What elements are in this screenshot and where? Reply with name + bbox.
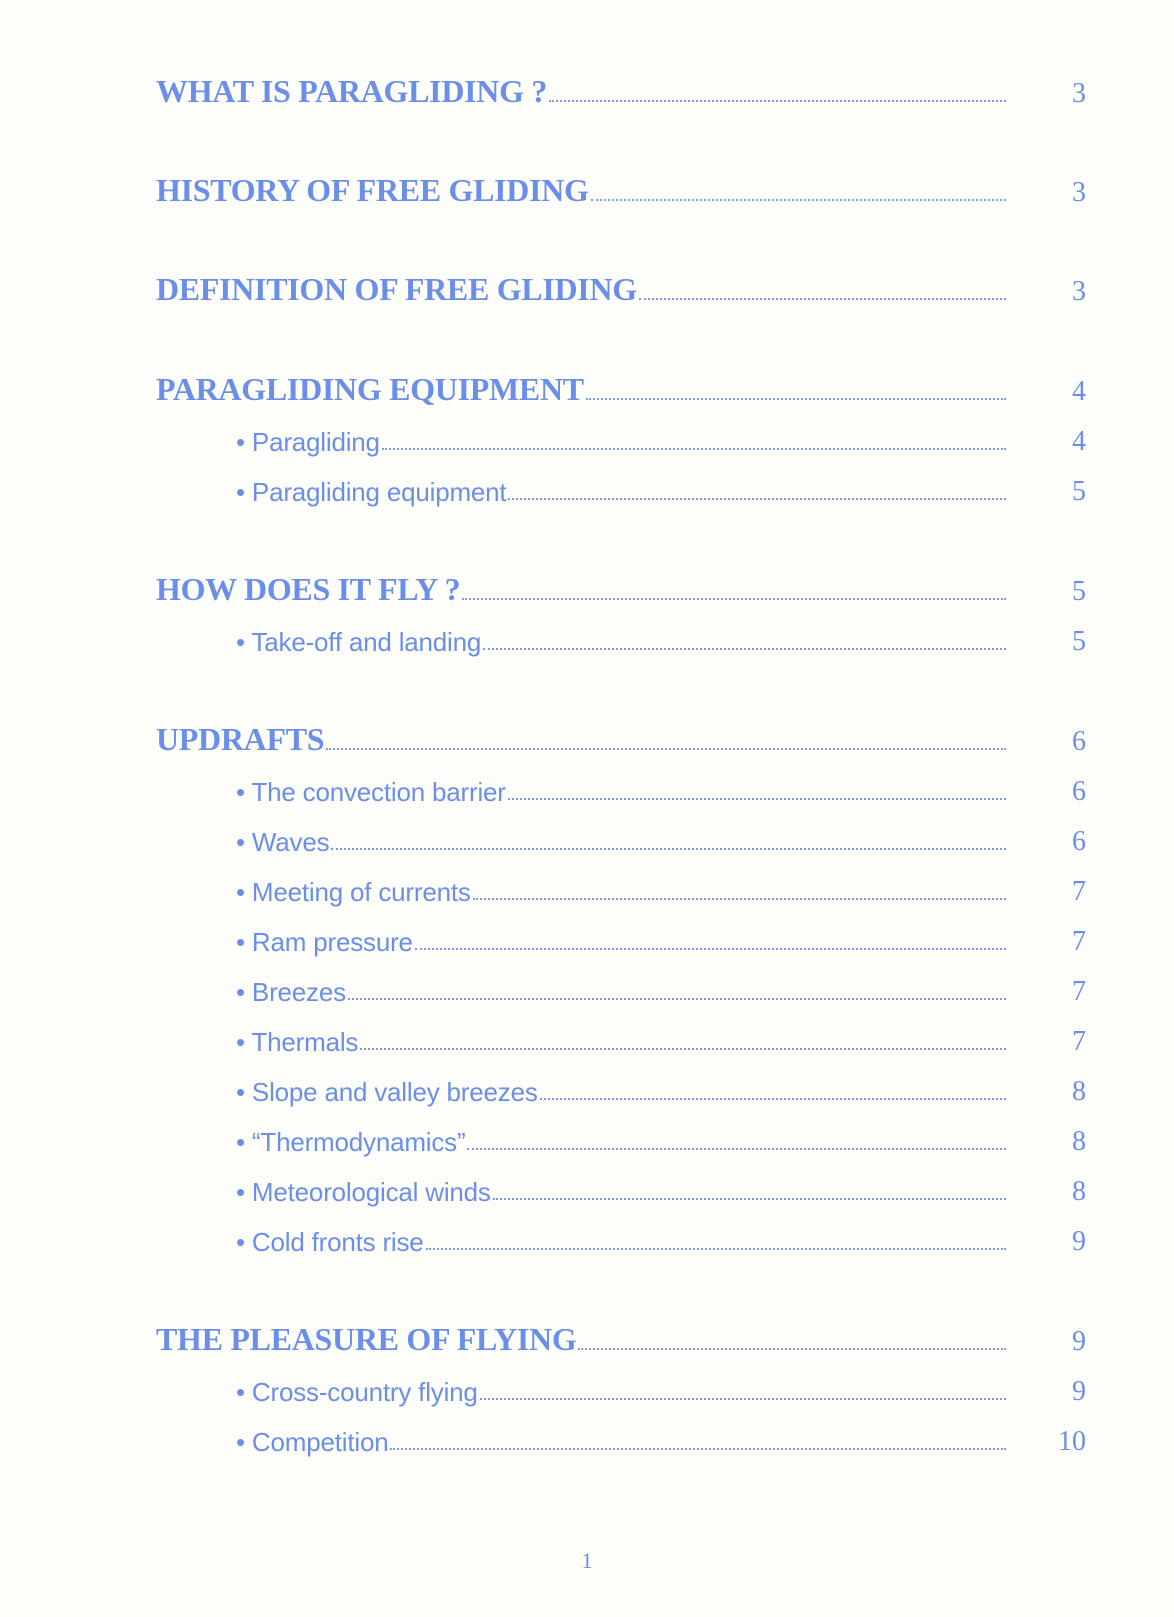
toc-subentry xyxy=(156,418,1086,458)
toc-entry-title: • Breezes xyxy=(236,977,346,1007)
toc-subentry xyxy=(156,1368,1086,1408)
toc-subentry xyxy=(156,1418,1086,1458)
toc-subentry xyxy=(156,1218,1086,1258)
toc-entry-page: 6 xyxy=(1072,776,1086,807)
toc-entry-page: 3 xyxy=(1072,177,1086,208)
toc-entry-page: 3 xyxy=(1072,276,1086,307)
toc-entry-page: 7 xyxy=(1072,1026,1086,1057)
toc-entry-title: • Waves xyxy=(236,827,330,857)
toc-entry xyxy=(156,268,1086,308)
toc-entry-page: 7 xyxy=(1072,876,1086,907)
leader-dots xyxy=(586,398,1006,400)
toc-subentry xyxy=(156,1018,1086,1058)
toc-entry-title: • Thermals xyxy=(236,1027,359,1057)
toc-subentry xyxy=(156,468,1086,508)
toc-entry-title: • Take-off and landing xyxy=(236,627,482,657)
leader-dots xyxy=(360,1048,1006,1050)
leader-dots xyxy=(480,1398,1006,1400)
toc-entry-title: DEFINITION OF FREE GLIDING xyxy=(156,271,637,307)
toc-entry-title: • Cross-country flying xyxy=(236,1377,478,1407)
leader-dots xyxy=(508,798,1006,800)
toc-entry-title: HISTORY OF FREE GLIDING xyxy=(156,172,589,208)
toc-entry-page: 6 xyxy=(1072,726,1086,757)
toc-entry-page: 8 xyxy=(1072,1176,1086,1207)
leader-dots xyxy=(483,648,1006,650)
toc-entry-page: 5 xyxy=(1072,576,1086,607)
toc-subentry xyxy=(156,1118,1086,1158)
toc-entry-title: PARAGLIDING EQUIPMENT xyxy=(156,371,584,407)
leader-dots xyxy=(426,1248,1006,1250)
leader-dots xyxy=(639,298,1006,300)
toc-entry-title: • Ram pressure xyxy=(236,927,413,957)
toc-entry-title: • Meteorological winds xyxy=(236,1177,491,1207)
toc-subentry xyxy=(156,768,1086,808)
toc-entry-page: 4 xyxy=(1072,426,1086,457)
toc-entry xyxy=(156,1318,1086,1358)
toc-subentry xyxy=(156,1068,1086,1108)
toc-entry-page: 3 xyxy=(1072,78,1086,109)
toc-entry-title: • The convection barrier xyxy=(236,777,506,807)
leader-dots xyxy=(473,898,1006,900)
leader-dots xyxy=(326,748,1006,750)
leader-dots xyxy=(508,498,1006,500)
toc-subentry xyxy=(156,968,1086,1008)
leader-dots xyxy=(540,1098,1006,1100)
leader-dots xyxy=(348,998,1006,1000)
leader-dots xyxy=(462,598,1006,600)
toc-subentry xyxy=(156,918,1086,958)
toc-entry-page: 8 xyxy=(1072,1126,1086,1157)
leader-dots xyxy=(549,100,1006,102)
leader-dots xyxy=(390,1448,1006,1450)
toc-entry-title: • Paragliding equipment xyxy=(236,477,507,507)
leader-dots xyxy=(382,448,1006,450)
toc-entry-title: • Cold fronts rise xyxy=(236,1227,424,1257)
toc-entry xyxy=(156,568,1086,608)
toc-entry-page: 7 xyxy=(1072,926,1086,957)
toc-subentry xyxy=(156,618,1086,658)
toc-entry-page: 5 xyxy=(1072,626,1086,657)
toc-entry-page: 9 xyxy=(1072,1326,1086,1357)
toc-entry xyxy=(156,70,1086,110)
leader-dots xyxy=(467,1148,1006,1150)
toc-entry-page: 10 xyxy=(1058,1426,1086,1457)
toc-entry-title: UPDRAFTS xyxy=(156,721,325,757)
toc-entry xyxy=(156,718,1086,758)
toc-entry-page: 9 xyxy=(1072,1376,1086,1407)
toc-entry-title: WHAT IS PARAGLIDING ? xyxy=(156,73,548,109)
leader-dots xyxy=(415,948,1006,950)
toc-entry-title: • Meeting of currents xyxy=(236,877,471,907)
toc-subentry xyxy=(156,868,1086,908)
toc-subentry xyxy=(156,818,1086,858)
toc-entry-title: THE PLEASURE OF FLYING xyxy=(156,1321,577,1357)
leader-dots xyxy=(578,1348,1006,1350)
toc-entry xyxy=(156,169,1086,209)
toc-entry-title: • Competition xyxy=(236,1427,389,1457)
leader-dots xyxy=(331,848,1006,850)
toc-entry-title: • Paragliding xyxy=(236,427,380,457)
page-number: 1 xyxy=(581,1548,593,1573)
toc-subentry xyxy=(156,1168,1086,1208)
toc-entry-title: • “Thermodynamics” xyxy=(236,1127,466,1157)
toc-entry-title: HOW DOES IT FLY ? xyxy=(156,571,461,607)
toc-entry-page: 7 xyxy=(1072,976,1086,1007)
toc-entry-title: • Slope and valley breezes xyxy=(236,1077,538,1107)
toc-entry-page: 8 xyxy=(1072,1076,1086,1107)
toc-entry-page: 5 xyxy=(1072,476,1086,507)
toc-entry-page: 6 xyxy=(1072,826,1086,857)
toc-entry xyxy=(156,368,1086,408)
leader-dots xyxy=(591,199,1006,201)
toc-entry-page: 9 xyxy=(1072,1226,1086,1257)
toc-entry-page: 4 xyxy=(1072,376,1086,407)
leader-dots xyxy=(493,1198,1006,1200)
